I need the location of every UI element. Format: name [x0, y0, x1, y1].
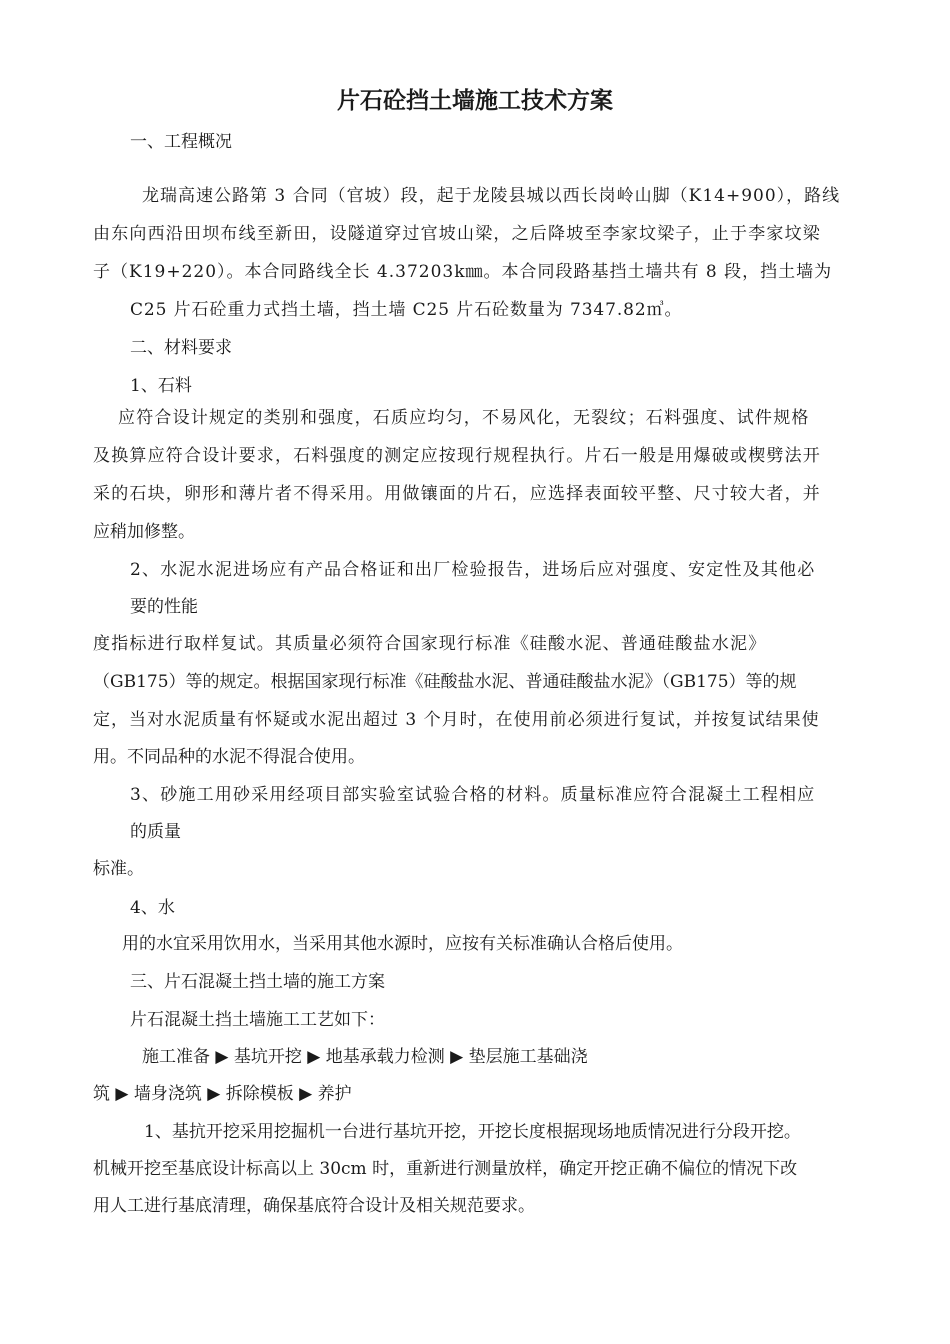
paragraph-line: 3、砂施工用砂采用经项目部实验室试验合格的材料。质量标准应符合混凝土工程相应	[130, 785, 816, 805]
paragraph-line: 采的石块，卵形和薄片者不得采用。用做镶面的片石，应选择表面较平整、尺寸较大者，并	[93, 484, 821, 504]
process-flow-line: 筑 ▶ 墙身浇筑 ▶ 拆除模板 ▶ 养护	[93, 1084, 352, 1104]
subheading: 1、石料	[130, 376, 192, 396]
paragraph-line: 要的性能	[130, 597, 198, 617]
paragraph-line: 片石混凝土挡土墙施工工艺如下：	[130, 1010, 385, 1030]
paragraph-line: 2、水泥水泥进场应有产品合格证和出厂检验报告，进场后应对强度、安定性及其他必	[130, 560, 816, 580]
paragraph-line: 用的水宜采用饮用水，当采用其他水源时，应按有关标准确认合格后使用。	[122, 934, 683, 954]
paragraph-line: 1、基抗开挖采用挖掘机一台进行基坑开挖，开挖长度根据现场地质情况进行分段开挖。	[144, 1122, 801, 1142]
paragraph-line: C25 片石砼重力式挡土墙，挡土墙 C25 片石砼数量为 7347.82㎥。	[130, 300, 683, 320]
paragraph-line: 由东向西沿田坝布线至新田，设隧道穿过官坡山梁，之后降坡至李家坟梁子，止于李家坟梁	[93, 224, 821, 244]
paragraph-line: 子（K19+220）。本合同路线全长 4.37203k㎜。本合同段路基挡土墙共有 8 段，挡土墙为	[93, 262, 833, 282]
paragraph-line: 用。不同品种的水泥不得混合使用。	[93, 747, 365, 767]
paragraph-line: 度指标进行取样复试。其质量必须符合国家现行标准《硅酸水泥、普通硅酸盐水泥》	[93, 634, 767, 654]
subheading: 4、水	[130, 898, 175, 918]
paragraph-line: 应符合设计规定的类别和强度，石质应均匀，不易风化，无裂纹；石料强度、试件规格	[118, 408, 810, 428]
process-flow-line: 施工准备 ▶ 基坑开挖 ▶ 地基承载力检测 ▶ 垫层施工基础浇	[142, 1047, 588, 1067]
paragraph-line: 龙瑞高速公路第 3 合同（官坡）段，起于龙陵县城以西长岗岭山脚（K14+900），路线	[142, 186, 841, 206]
paragraph-line: 定，当对水泥质量有怀疑或水泥出超过 3 个月时，在使用前必须进行复试，并按复试结果使	[93, 710, 820, 730]
section-heading-1: 一、工程概况	[130, 132, 232, 152]
section-heading-3: 三、片石混凝土挡土墙的施工方案	[130, 972, 385, 992]
paragraph-line: 用人工进行基底清理，确保基底符合设计及相关规范要求。	[93, 1196, 535, 1216]
paragraph-line: 应稍加修整。	[93, 522, 195, 542]
paragraph-line: 的质量	[130, 822, 181, 842]
paragraph-line: （GB175）等的规定。根据国家现行标准《硅酸盐水泥、普通硅酸盐水泥》（GB175）等的规	[93, 672, 797, 692]
paragraph-line: 标准。	[93, 859, 144, 879]
paragraph-line: 机械开挖至基底设计标高以上 30cm 时，重新进行测量放样，确定开挖正确不偏位的情况下改	[93, 1159, 798, 1179]
section-heading-2: 二、材料要求	[130, 338, 232, 358]
paragraph-line: 及换算应符合设计要求，石料强度的测定应按现行规程执行。片石一般是用爆破或楔劈法开	[93, 446, 821, 466]
page-title: 片石砼挡土墙施工技术方案	[337, 87, 613, 114]
